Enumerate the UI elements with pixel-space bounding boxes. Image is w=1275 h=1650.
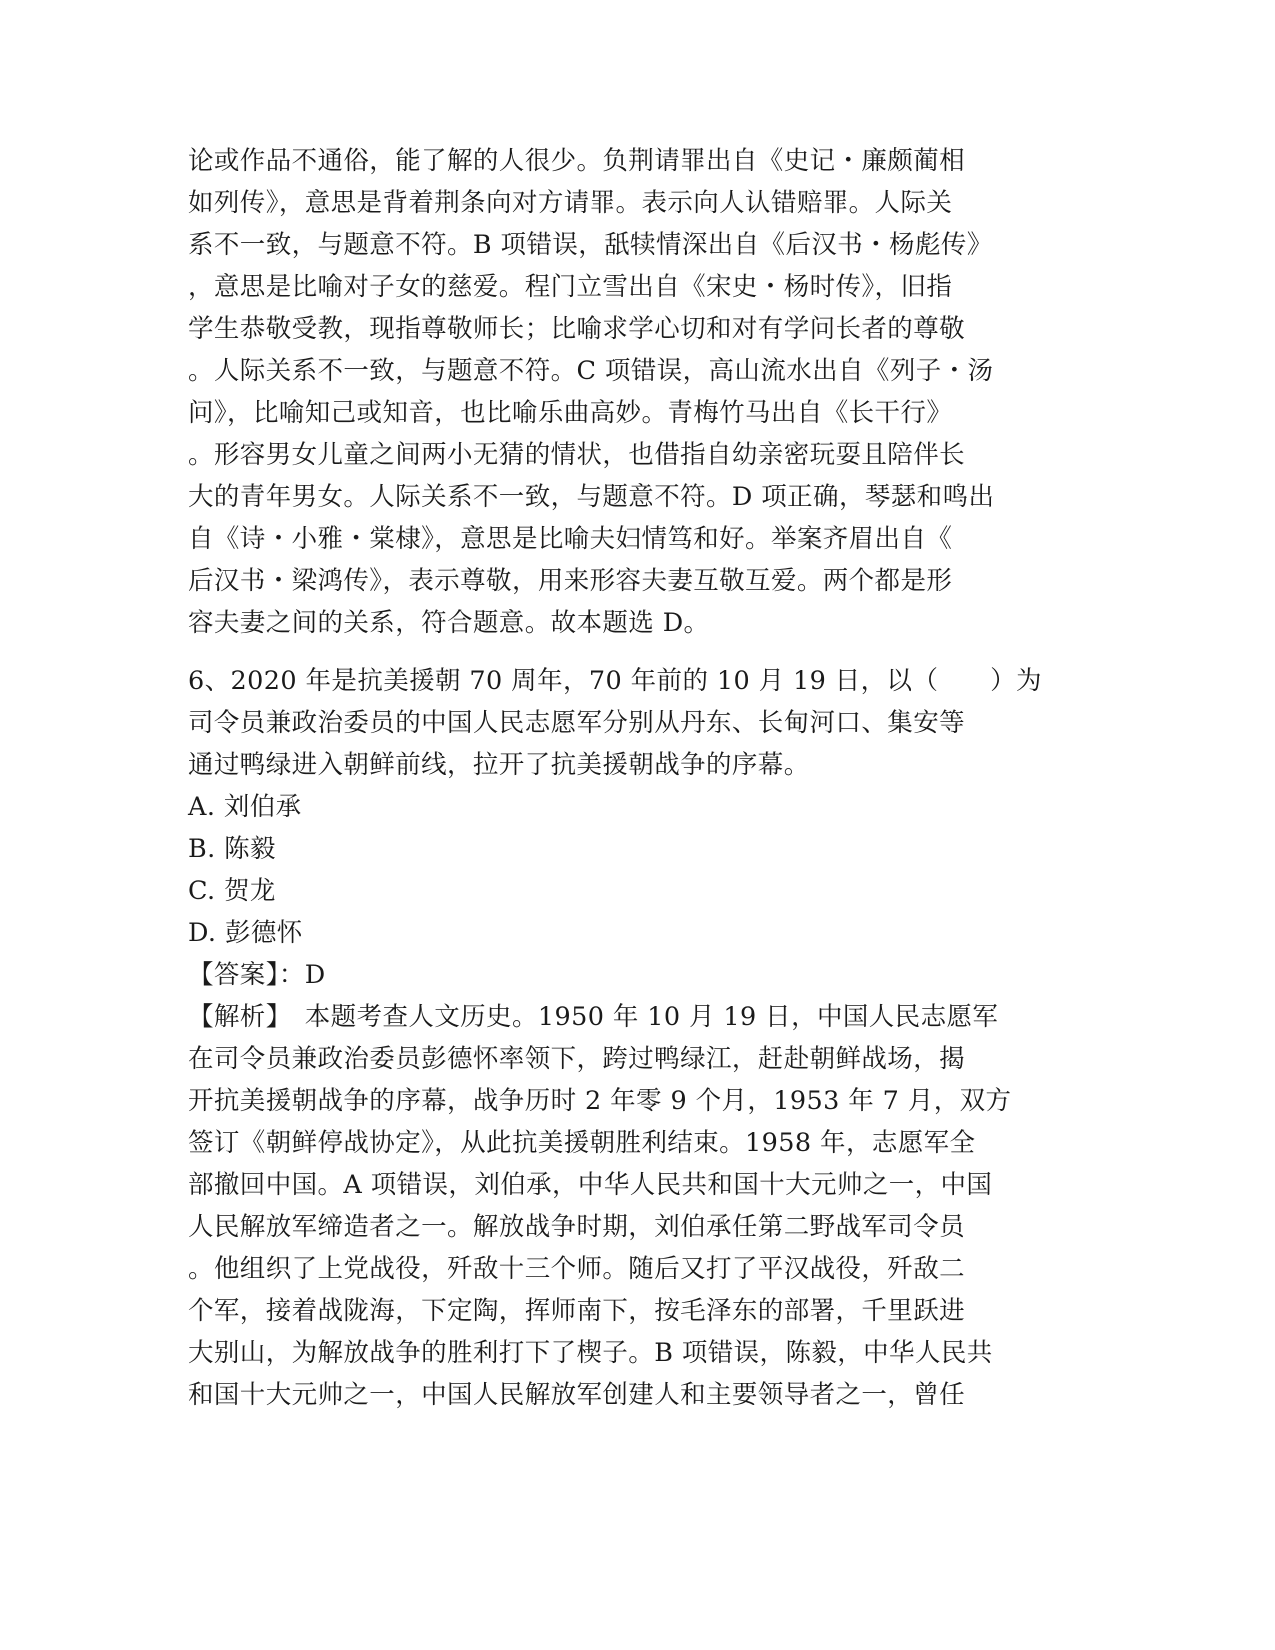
text-line: 部撤回中国。A 项错误，刘伯承，中华人民共和国十大元帅之一，中国 <box>188 1170 993 1200</box>
text-line: 6、2020 年是抗美援朝 70 周年，70 年前的 10 月 19 日，以（ ）为 <box>188 666 1042 696</box>
option-a: A. 刘伯承 <box>188 792 302 822</box>
text-line: 系不一致，与题意不符。B 项错误，舐犊情深出自《后汉书・杨彪传》 <box>188 230 993 260</box>
text-line: 和国十大元帅之一，中国人民解放军创建人和主要领导者之一，曾任 <box>188 1380 966 1410</box>
text-line: 论或作品不通俗，能了解的人很少。负荆请罪出自《史记・廉颇蔺相 <box>188 146 966 176</box>
text-line: 司令员兼政治委员的中国人民志愿军分别从丹东、长甸河口、集安等 <box>188 708 966 738</box>
text-line: 学生恭敬受教，现指尊敬师长；比喻求学心切和对有学问长者的尊敬 <box>188 314 966 344</box>
text-line: 在司令员兼政治委员彭德怀率领下，跨过鸭绿江，赶赴朝鲜战场，揭 <box>188 1044 966 1074</box>
answer-line: 【答案】：D <box>188 960 326 990</box>
text-line: 通过鸭绿进入朝鲜前线，拉开了抗美援朝战争的序幕。 <box>188 750 810 780</box>
text-line: 个军，接着战陇海，下定陶，挥师南下，按毛泽东的部署，千里跃进 <box>188 1296 966 1326</box>
text-line: 大的青年男女。人际关系不一致，与题意不符。D 项正确，琴瑟和鸣出 <box>188 482 995 512</box>
option-c: C. 贺龙 <box>188 876 276 906</box>
option-d: D. 彭德怀 <box>188 918 303 948</box>
text-line: 人民解放军缔造者之一。解放战争时期，刘伯承任第二野战军司令员 <box>188 1212 966 1242</box>
text-line: 后汉书・梁鸿传》，表示尊敬，用来形容夫妻互敬互爱。两个都是形 <box>188 566 953 596</box>
text-line: 【解析】 本题考查人文历史。1950 年 10 月 19 日，中国人民志愿军 <box>188 1002 999 1032</box>
text-line: 自《诗・小雅・棠棣》，意思是比喻夫妇情笃和好。举案齐眉出自《 <box>188 524 953 554</box>
text-line: 问》，比喻知己或知音，也比喻乐曲高妙。青梅竹马出自《长干行》 <box>188 398 953 428</box>
option-b: B. 陈毅 <box>188 834 276 864</box>
text-line: 。形容男女儿童之间两小无猜的情状，也借指自幼亲密玩耍且陪伴长 <box>188 440 966 470</box>
text-line: 开抗美援朝战争的序幕，战争历时 2 年零 9 个月，1953 年 7 月，双方 <box>188 1086 1012 1116</box>
text-line: 大别山，为解放战争的胜利打下了楔子。B 项错误，陈毅，中华人民共 <box>188 1338 993 1368</box>
text-line: 如列传》，意思是背着荆条向对方请罪。表示向人认错赔罪。人际关 <box>188 188 953 218</box>
text-line: 。人际关系不一致，与题意不符。C 项错误，高山流水出自《列子・汤 <box>188 356 994 386</box>
text-line: 。他组织了上党战役，歼敌十三个师。随后又打了平汉战役，歼敌二 <box>188 1254 966 1284</box>
text-line: 容夫妻之间的关系，符合题意。故本题选 D。 <box>188 608 710 638</box>
text-line: ，意思是比喻对子女的慈爱。程门立雪出自《宋史・杨时传》，旧指 <box>188 272 953 302</box>
text-line: 签订《朝鲜停战协定》，从此抗美援朝胜利结束。1958 年，志愿军全 <box>188 1128 976 1158</box>
